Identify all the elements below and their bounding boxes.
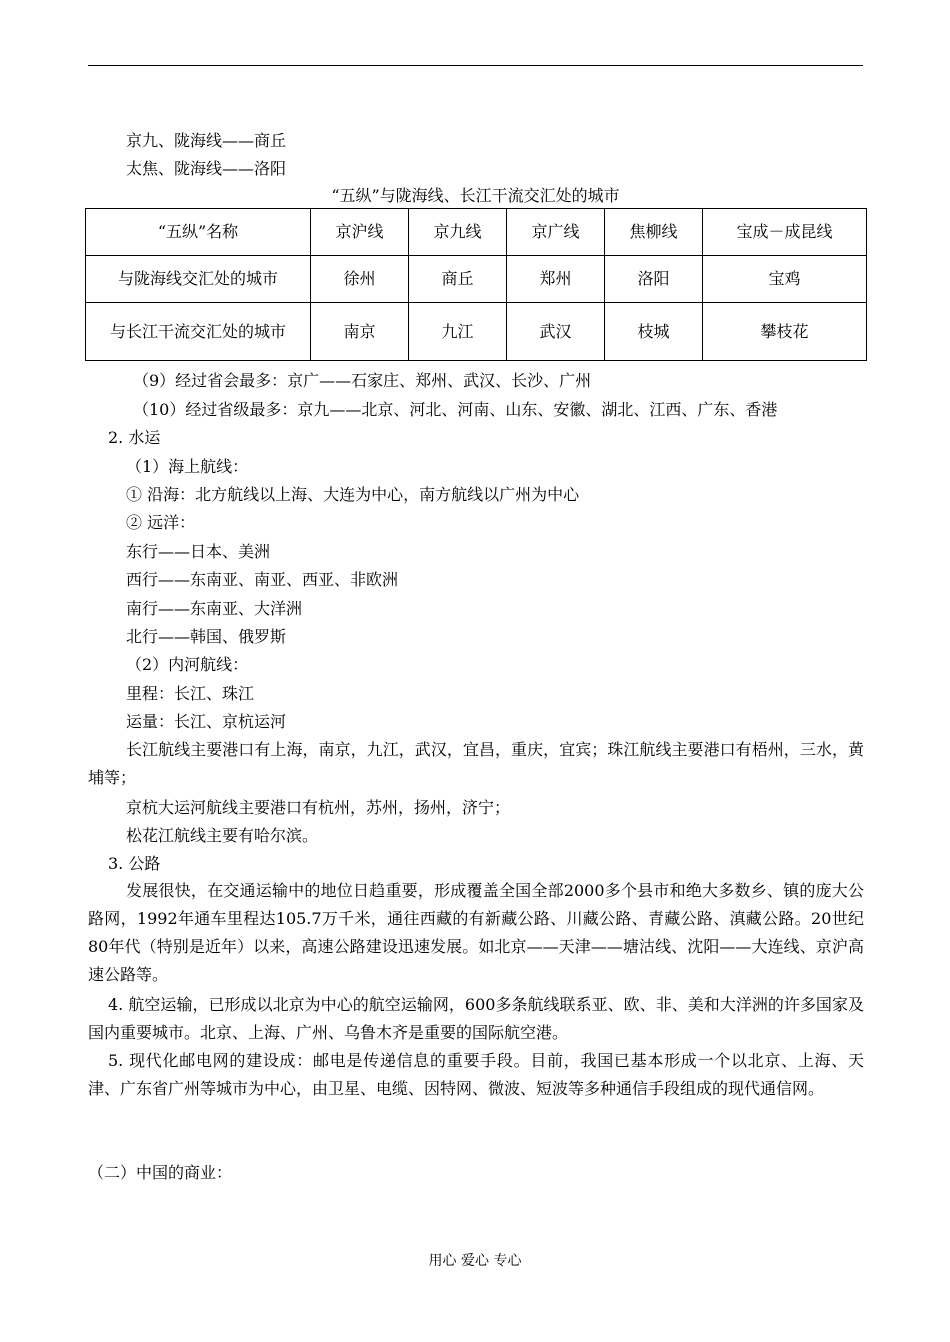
header-rule bbox=[88, 65, 863, 66]
table-header: 焦柳线 bbox=[605, 209, 703, 256]
table-cell: 武汉 bbox=[507, 303, 605, 361]
table-header: 京沪线 bbox=[311, 209, 409, 256]
section-heading: 2. 水运 bbox=[108, 428, 161, 447]
text-line: （9）经过省会最多：京广——石家庄、郑州、武汉、长沙、广州 bbox=[133, 371, 592, 390]
table-header: 京九线 bbox=[409, 209, 507, 256]
table-cell: 南京 bbox=[311, 303, 409, 361]
text-line: 北行——韩国、俄罗斯 bbox=[126, 627, 287, 646]
cities-table bbox=[85, 208, 867, 361]
text-line: 京杭大运河航线主要港口有杭州，苏州，扬州，济宁； bbox=[126, 798, 511, 817]
table-cell: 徐州 bbox=[311, 256, 409, 303]
section-heading: （二）中国的商业： bbox=[88, 1163, 233, 1182]
page-footer: 用心 爱心 专心 bbox=[428, 1253, 522, 1269]
text-line: 太焦、陇海线——洛阳 bbox=[126, 159, 287, 178]
paragraph: 发展很快，在交通运输中的地位日趋重要，形成覆盖全国全部2000多个县市和绝大多数乡、镇的庞大公路网，1992年通车里程达105.7万千米，通往西藏的有新藏公路、川藏公路、青藏公路、滇藏公路。20世纪80年代（特别是近年）以来，高速公路建设迅速发展。如北京——天津——塘沽线、沈阳——大连线、京沪高速公路等。 bbox=[88, 881, 864, 984]
text-line: 松花江航线主要有哈尔滨。 bbox=[126, 826, 319, 845]
table-cell: 攀枝花 bbox=[703, 303, 867, 361]
table-cell: 与长江干流交汇处的城市 bbox=[86, 303, 311, 361]
text-line: （2）内河航线： bbox=[126, 655, 249, 674]
table-cell: 郑州 bbox=[507, 256, 605, 303]
text-line: ② 远洋： bbox=[126, 513, 196, 532]
section-heading: 3. 公路 bbox=[108, 854, 161, 873]
text-line: 南行——东南亚、大洋洲 bbox=[126, 599, 303, 618]
text-line: 运量：长江、京杭运河 bbox=[126, 712, 287, 731]
table-header-row bbox=[86, 209, 867, 256]
text-line: 西行——东南亚、南亚、西亚、非欧洲 bbox=[126, 570, 399, 589]
paragraph: 5. 现代化邮电网的建设成：邮电是传递信息的重要手段。目前，我国已基本形成一个以北京、上海、天津、广东省广州等城市为中心，由卫星、电缆、因特网、微波、短波等多种通信手段组成的现代通信网。 bbox=[88, 1051, 864, 1098]
table-cell: 枝城 bbox=[605, 303, 703, 361]
table-row bbox=[86, 303, 867, 361]
table-cell: 与陇海线交汇处的城市 bbox=[86, 256, 311, 303]
table-header: 宝成－成昆线 bbox=[703, 209, 867, 256]
text-line: （1）海上航线： bbox=[126, 457, 249, 476]
paragraph: 长江航线主要港口有上海，南京，九江，武汉，宜昌，重庆，宜宾；珠江航线主要港口有梧州，三水，黄埔等； bbox=[88, 740, 864, 787]
table-cell: 九江 bbox=[409, 303, 507, 361]
text-line: （10）经过省级最多：京九——北京、河北、河南、山东、安徽、湖北、江西、广东、香港 bbox=[133, 400, 778, 419]
paragraph: 4. 航空运输，已形成以北京为中心的航空运输网，600多条航线联系亚、欧、非、美和大洋洲的许多国家及国内重要城市。北京、上海、广州、乌鲁木齐是重要的国际航空港。 bbox=[88, 995, 864, 1042]
text-line: 里程：长江、珠江 bbox=[126, 684, 255, 703]
table-header: “五纵”名称 bbox=[86, 209, 311, 256]
table-cell: 宝鸡 bbox=[703, 256, 867, 303]
text-line: ① 沿海：北方航线以上海、大连为中心，南方航线以广州为中心 bbox=[126, 485, 580, 504]
table-cell: 商丘 bbox=[409, 256, 507, 303]
table-caption: “五纵”与陇海线、长江干流交汇处的城市 bbox=[331, 186, 620, 205]
text-line: 东行——日本、美洲 bbox=[126, 542, 271, 561]
table-header: 京广线 bbox=[507, 209, 605, 256]
table-cell: 洛阳 bbox=[605, 256, 703, 303]
text-line: 京九、陇海线——商丘 bbox=[126, 131, 287, 150]
table-row bbox=[86, 256, 867, 303]
